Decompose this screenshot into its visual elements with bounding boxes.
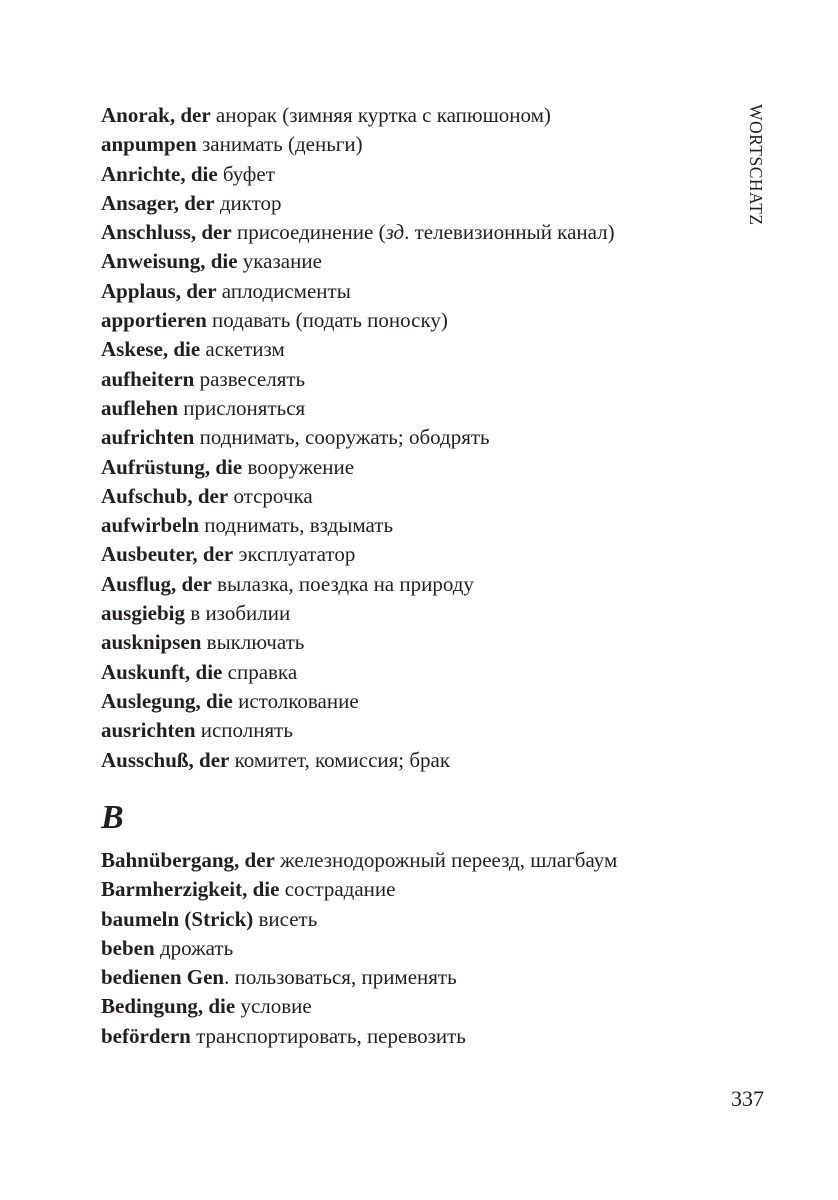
entry-baumeln [101, 905, 617, 934]
entry-translation: справка [227, 659, 298, 684]
entry-head: Auskunft, die [101, 659, 223, 684]
entry-head: Bedingung, die [101, 994, 236, 1019]
entry-translation: железнодорожный переезд, шлагбаум [280, 848, 618, 872]
entry-head: Anrichte, die [101, 161, 218, 186]
entry-head: beben [101, 935, 155, 960]
entry-head: Aufschub, der [101, 483, 229, 508]
entry-head: Ausflug, der [101, 571, 212, 596]
entry-aufschub [101, 482, 615, 511]
entry-head: Askese, die [101, 337, 201, 362]
entry-head: apportieren [101, 308, 207, 333]
entry-head: Ausschuß, der [101, 747, 230, 772]
entry-askese [101, 335, 615, 364]
translation-part: . телевизионный канал) [404, 220, 615, 245]
entry-anorak [101, 101, 615, 130]
entry-translation: условие [240, 994, 312, 1019]
entry-translation: комитет, комиссия; брак [234, 747, 451, 772]
entry-translation: сострадание [284, 877, 396, 902]
entry-translation: аскетизм [205, 337, 285, 362]
entry-aufheitern [101, 365, 615, 394]
entry-translation [237, 220, 615, 244]
section-b-entry-list [101, 846, 617, 1051]
entry-applaus [101, 277, 615, 306]
entry-translation: висеть [258, 906, 318, 931]
entry-ausknipsen [101, 628, 615, 657]
entry-head: Barmherzigkeit, die [101, 877, 280, 902]
entry-aufrichten [101, 423, 615, 452]
entry-translation: эксплуататор [238, 542, 356, 567]
entry-bedienen [101, 963, 617, 992]
entry-head: ausknipsen [101, 630, 202, 655]
entry-ausflug [101, 570, 615, 599]
translation-abbreviation: зд [385, 220, 405, 245]
entry-auskunft [101, 658, 615, 687]
entry-translation: в изобилии [190, 601, 291, 626]
entry-translation: дрожать [159, 935, 234, 960]
entry-ansager [101, 189, 615, 218]
entry-translation: вооружение [247, 454, 355, 479]
entry-head: bedienen Gen [101, 965, 225, 990]
entry-head: Ausbeuter, der [101, 542, 234, 567]
entry-anschluss [101, 218, 615, 247]
entry-translation: диктор [219, 190, 282, 215]
entry-head: aufrichten [101, 425, 195, 450]
entry-translation: прислоняться [183, 395, 306, 420]
entry-auslegung [101, 687, 615, 716]
entry-translation: отсрочка [233, 483, 313, 508]
entry-translation: вылазка, поездка на природу [217, 571, 474, 596]
entry-anweisung [101, 247, 615, 276]
entry-head: ausgiebig [101, 601, 186, 626]
entry-auflehen [101, 394, 615, 423]
entry-ausgiebig [101, 599, 615, 628]
entry-befoerdern [101, 1022, 617, 1051]
entry-beben [101, 934, 617, 963]
entry-apportieren [101, 306, 615, 335]
entry-translation: . пользоваться, применять [224, 965, 457, 990]
entry-translation: транспортировать, перевозить [196, 1023, 466, 1048]
entry-translation: указание [242, 249, 322, 274]
entry-head: Anorak, der [101, 103, 211, 127]
entry-ausrichten [101, 716, 615, 745]
entry-head: Applaus, der [101, 278, 217, 303]
entry-translation: поднимать, сооружать; ободрять [199, 425, 490, 450]
entry-translation: анорак (зимняя куртка с капюшоном) [215, 103, 551, 127]
entry-ausschuss [101, 746, 615, 775]
entry-translation: поднимать, вздымать [204, 513, 394, 538]
entry-translation: истолкование [238, 688, 359, 713]
entry-aufwirbeln [101, 511, 615, 540]
side-running-title: WORTSCHATZ [746, 104, 766, 226]
entry-translation: подавать (подать поноску) [212, 308, 448, 333]
entry-head: Anschluss, der [101, 220, 232, 245]
entry-head: ausrichten [101, 718, 196, 743]
translation-part: присоединение ( [236, 220, 386, 245]
entry-head: auflehen [101, 395, 179, 420]
entry-translation: буфет [222, 161, 275, 186]
entry-translation: развеселять [199, 366, 306, 391]
entry-head: Auslegung, die [101, 688, 233, 713]
entry-translation: занимать (деньги) [201, 132, 363, 157]
entry-head: Bahnübergang, der [101, 848, 275, 872]
entry-anpumpen [101, 130, 615, 159]
entry-ausbeuter [101, 540, 615, 569]
entry-head: befördern [101, 1023, 191, 1048]
section-letter-b: B [101, 799, 124, 836]
entry-head: anpumpen [101, 132, 197, 157]
entry-translation: исполнять [200, 718, 293, 743]
entry-translation: выключать [206, 630, 305, 655]
entry-head: Anweisung, die [101, 249, 238, 274]
section-a-entry-list [101, 101, 615, 775]
entry-head: Aufrüstung, die [101, 454, 243, 479]
entry-bahnuebergang [101, 846, 617, 875]
entry-barmherzigkeit [101, 875, 617, 904]
entry-translation: аплодисменты [221, 278, 351, 303]
entry-head: baumeln (Strick) [101, 906, 254, 931]
page-number: 337 [731, 1086, 764, 1111]
entry-anrichte [101, 160, 615, 189]
entry-head: Ansager, der [101, 190, 215, 215]
entry-aufruestung [101, 453, 615, 482]
entry-bedingung [101, 992, 617, 1021]
entry-head: aufwirbeln [101, 513, 200, 538]
entry-head: aufheitern [101, 366, 195, 391]
